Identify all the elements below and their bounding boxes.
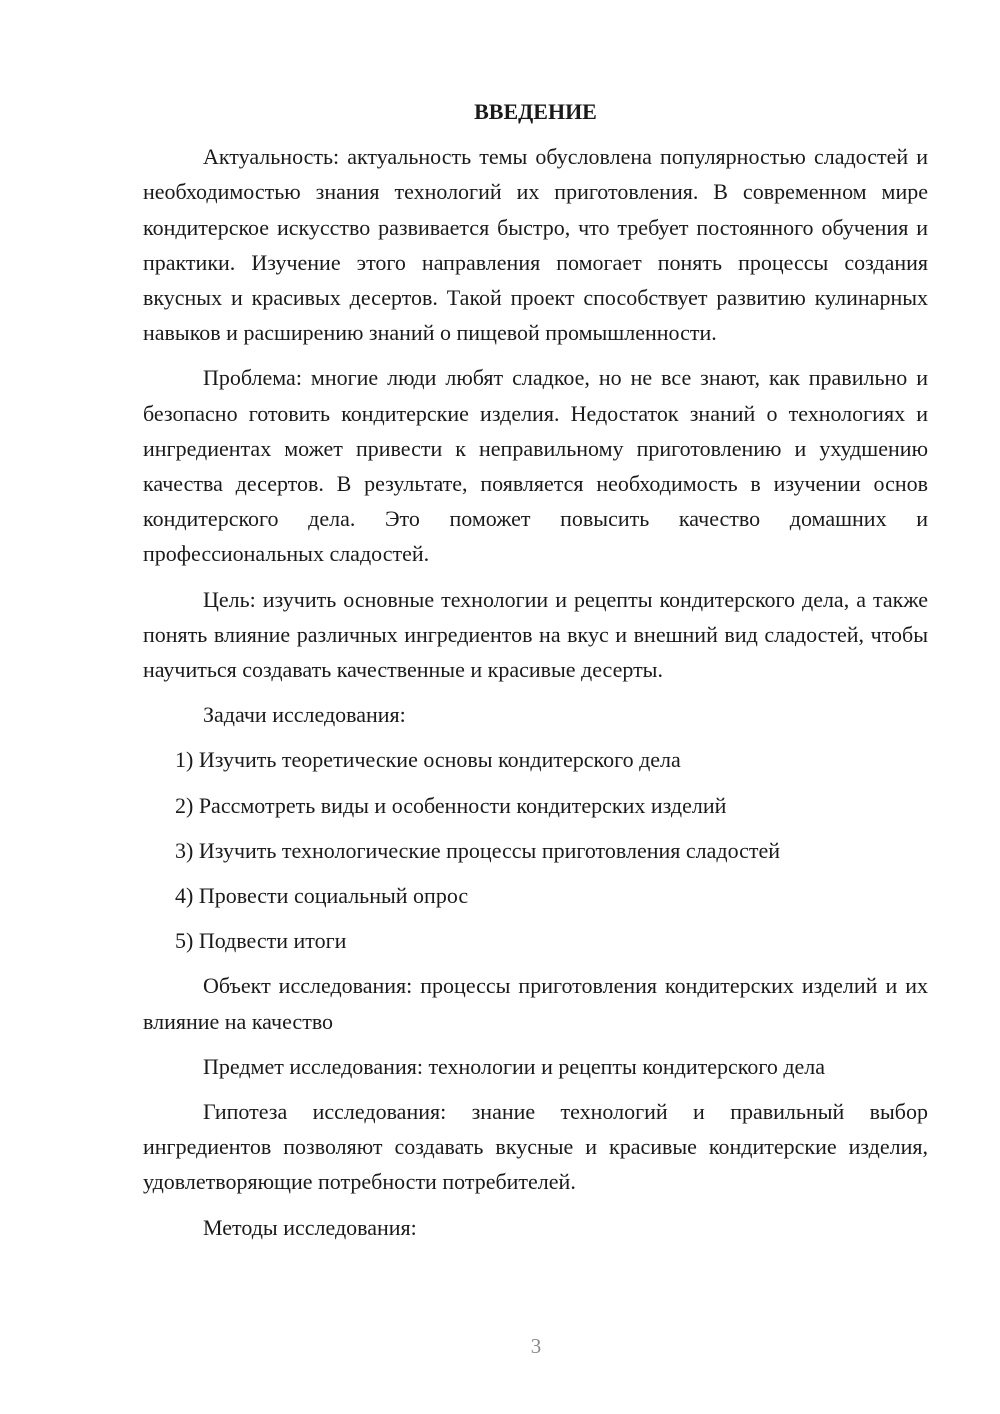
list-item: 2) Рассмотреть виды и особенности кондитерских изделий bbox=[175, 792, 727, 818]
relevance-paragraph: Актуальность: актуальность темы обусловлена популярностью сладостей и необходимостью знания технологий их приготовления. В современном мире кондитерское искусство развивается быстро, что требует постоянного обучения и практики. Изучение этого направления помогает понять процессы создания вкусных и красивых десертов. Такой проект способствует развитию кулинарных навыков и расширению знаний о пищевой промышленности. bbox=[143, 144, 928, 346]
hypothesis-paragraph: Гипотеза исследования: знание технологий и правильный выбор ингредиентов позволяют создавать вкусные и красивые кондитерские изделия, удовлетворяющие потребности потребителей. bbox=[143, 1099, 928, 1195]
list-item: 3) Изучить технологические процессы приготовления сладостей bbox=[175, 837, 781, 863]
tasks-list bbox=[143, 742, 928, 958]
list-item: 1) Изучить теоретические основы кондитерского дела bbox=[175, 747, 681, 773]
methods-heading: Методы исследования: bbox=[203, 1214, 417, 1240]
list-item: 5) Подвести итоги bbox=[175, 928, 347, 954]
page-content bbox=[143, 94, 928, 1255]
object-paragraph: Объект исследования: процессы приготовления кондитерских изделий и их влияние на качество bbox=[143, 973, 928, 1034]
page-number: 3 bbox=[530, 1334, 542, 1358]
goal-paragraph: Цель: изучить основные технологии и рецепты кондитерского дела, а также понять влияние различных ингредиентов на вкус и внешний вид сладостей, чтобы научиться создавать качественные и красивые десерты. bbox=[143, 586, 928, 683]
tasks-heading: Задачи исследования: bbox=[203, 702, 406, 728]
subject-paragraph: Предмет исследования: технологии и рецепты кондитерского дела bbox=[203, 1053, 826, 1079]
problem-paragraph: Проблема: многие люди любят сладкое, но не все знают, как правильно и безопасно готовить кондитерские изделия. Недостаток знаний о технологиях и ингредиентах может привести к неправильному приготовлению и ухудшению качества десертов. В результате, появляется необходимость в изучении основ кондитерского дела. Это поможет повысить качество домашних и профессиональных сладостей. bbox=[143, 365, 928, 567]
list-item: 4) Провести социальный опрос bbox=[175, 883, 469, 909]
section-title: ВВЕДЕНИЕ bbox=[474, 99, 597, 124]
